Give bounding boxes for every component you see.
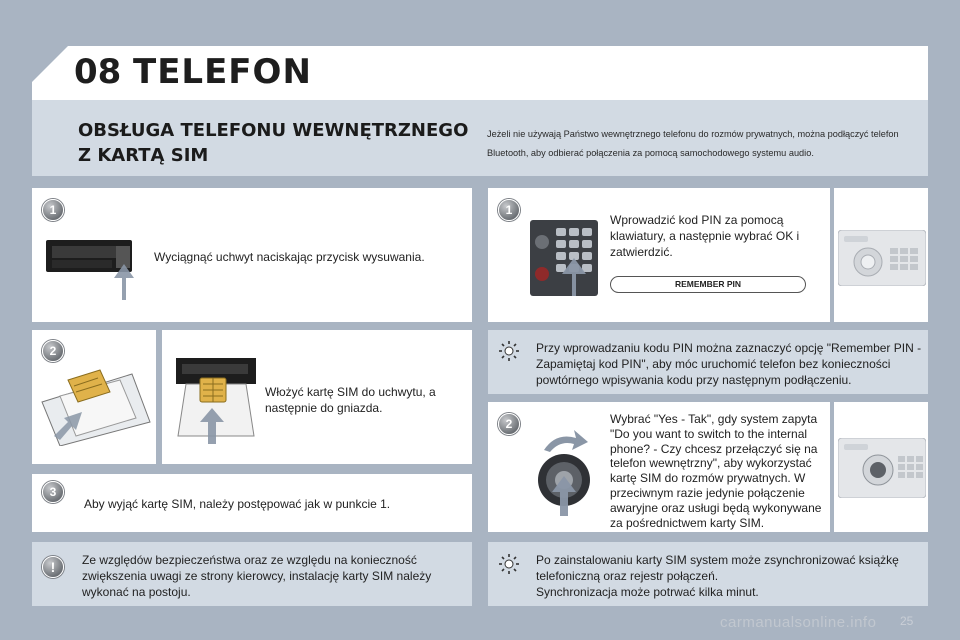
right-step2-text-line: Wybrać "Yes - Tak", gdy system zapyta: [610, 412, 818, 426]
step-badge: 1: [42, 199, 64, 221]
watermark: carmanualsonline.info: [720, 614, 877, 631]
right-step2-text-line: awaryjne oraz usługi będą wykonywane: [610, 500, 822, 515]
right-step2-text-line: za pośrednictwem karty SIM.: [610, 515, 765, 530]
left-step3-text: Aby wyjąć kartę SIM, należy postępować jak w punkcie 1.: [84, 497, 391, 511]
warning-text-line2: zwiększenia uwagi ze strony kierowcy, instalację karty SIM należy: [82, 569, 432, 583]
left-step2-text-line1: Włożyć kartę SIM do uchwytu, a: [265, 385, 436, 399]
right-step2-text-line: przeciwnym razie jedynie połączenie: [610, 485, 805, 500]
tip-lightbulb-icon: [498, 340, 520, 362]
warning-text-line1: Ze względów bezpieczeństwa oraz ze względu na konieczność: [82, 553, 417, 567]
step-badge: 2: [498, 413, 520, 435]
tip1-text-line2: Zapamiętaj kod PIN", aby móc uruchomić telefon bez konieczności: [536, 357, 891, 371]
right-step2-text-line: phone? - Czy chcesz przełączyć się na: [610, 441, 818, 456]
chapter-title: TELEFON: [133, 52, 312, 92]
keypad-icon: [530, 220, 598, 296]
tip1-text-line1: Przy wprowadzaniu kodu PIN można zaznaczyć opcję "Remember PIN -: [536, 341, 922, 355]
remember-pin-option: REMEMBER PIN: [610, 276, 806, 293]
warning-text: [82, 552, 431, 600]
radio-unit-icon: [838, 438, 926, 498]
tip-lightbulb-icon: [498, 553, 520, 575]
tip1-text-line3: powtórnego wpisywania kodu przy następnym podłączeniu.: [536, 373, 852, 387]
section-intro-line2: Bluetooth, aby odbierać połączenia za pomocą samochodowego systemu audio.: [487, 148, 814, 158]
right-step2-text-line: kartę SIM do rozmów prywatnych. W: [610, 471, 806, 486]
tip2-text: [536, 552, 899, 600]
warning-text-line3: wykonać na postoju.: [82, 585, 191, 599]
tip2-text-line2: telefoniczną oraz rejestr połączeń.: [536, 569, 719, 583]
right-step2-text: [610, 412, 821, 530]
section-heading-line1: OBSŁUGA TELEFONU WEWNĘTRZNEGO: [78, 120, 469, 141]
step-badge: 1: [498, 199, 520, 221]
sim-card-holder-icon: [38, 366, 154, 446]
rotary-knob-select-icon: [530, 428, 600, 516]
right-step1-text-line1: Wprowadzić kod PIN za pomocą: [610, 213, 784, 227]
section-intro: [487, 125, 917, 163]
warning-badge: !: [42, 556, 64, 578]
right-step1-text-line3: zatwierdzić.: [610, 245, 673, 259]
left-step2-text-line2: następnie do gniazda.: [265, 401, 383, 415]
section-heading: [78, 118, 478, 168]
left-step1-text: Wyciągnąć uchwyt naciskając przycisk wysuwania.: [154, 250, 425, 264]
sim-insert-icon: [172, 356, 260, 444]
page-number: 25: [900, 614, 914, 628]
step-badge: 3: [42, 481, 64, 503]
right-step2-text-line: telefon wewnętrzny", aby wykorzystać: [610, 456, 812, 471]
tip2-text-line1: Po zainstalowaniu karty SIM system może zsynchronizować książkę: [536, 553, 899, 567]
left-step2-text: [265, 384, 436, 416]
chapter-number: 08: [74, 52, 122, 92]
tip1-text: [536, 340, 921, 388]
tip2-text-line3: Synchronizacja może potrwać kilka minut.: [536, 585, 759, 599]
radio-unit-icon: [838, 230, 926, 286]
step-badge: 2: [42, 340, 64, 362]
right-step1-text-line2: klawiatury, a następnie wybrać OK i: [610, 229, 800, 243]
right-step1-text: [610, 212, 799, 260]
sim-tray-eject-icon: [44, 238, 140, 300]
right-step2-text-line: "Do you want to switch to the internal: [610, 426, 808, 441]
section-heading-line2: Z KARTĄ SIM: [78, 145, 209, 166]
section-intro-line1: Jeżeli nie używają Państwo wewnętrznego telefonu do rozmów prywatnych, można podłączyć telefon: [487, 129, 899, 139]
